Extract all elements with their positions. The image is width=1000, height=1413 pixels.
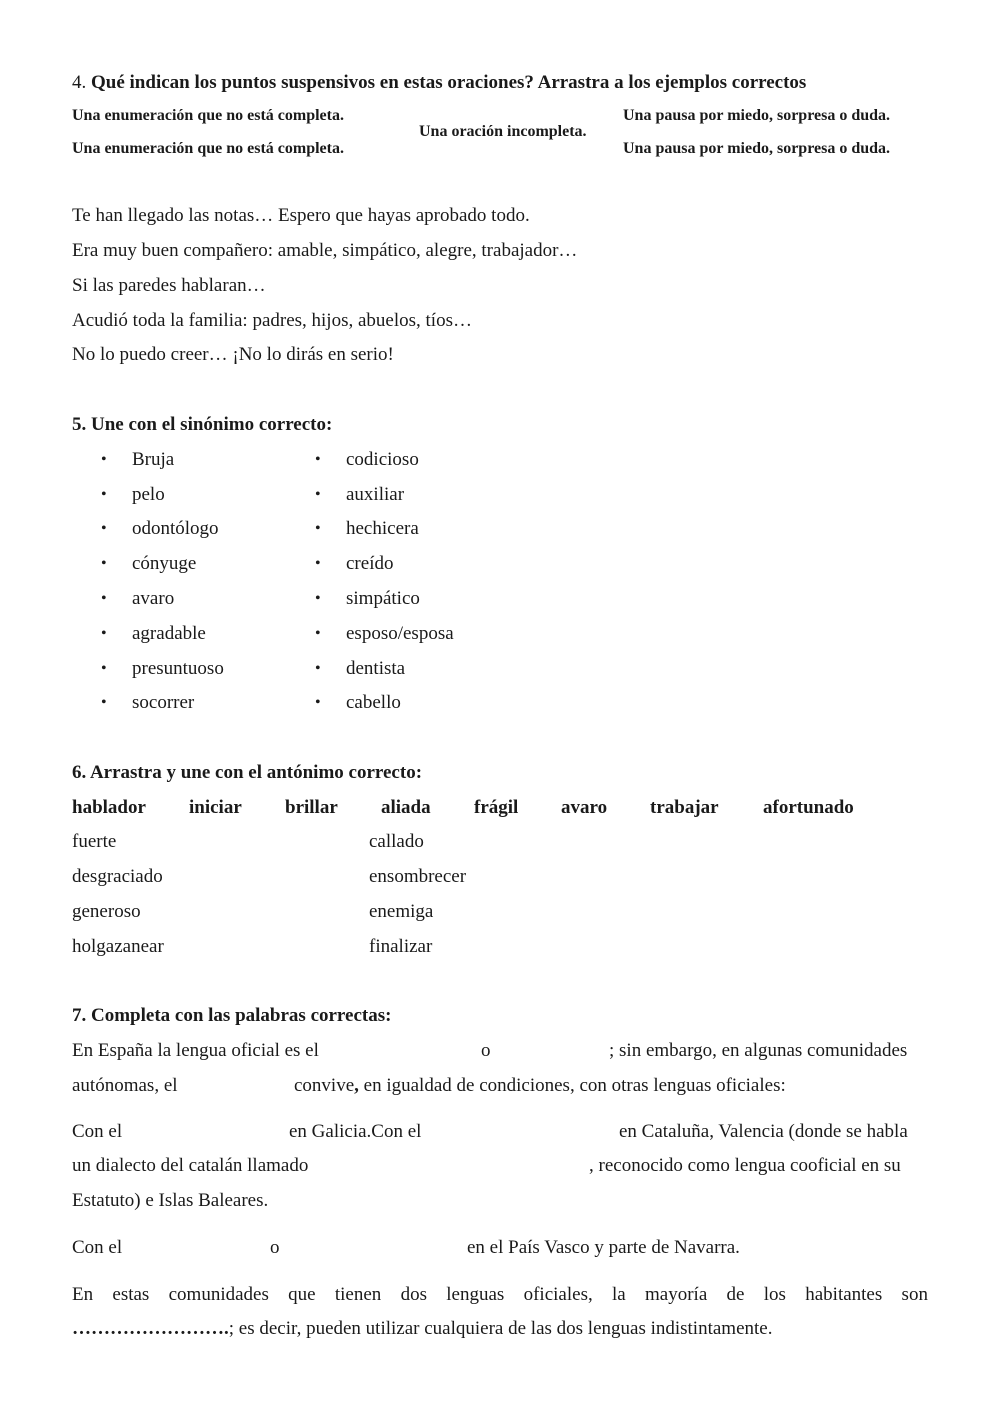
q5-right-item[interactable]: hechicera [346,518,419,539]
word: la [612,1284,626,1305]
bullet: • [101,486,107,503]
q7-paragraph-4-line-1 [72,1284,928,1306]
q5-left-item[interactable]: cónyuge [132,553,197,574]
q7-text: , reconocido como lengua cooficial en su [589,1155,901,1176]
q5-title: 5. Une con el sinónimo correcto: [72,414,333,435]
word: oficiales, [523,1284,593,1305]
bullet: • [101,660,107,677]
q6-word[interactable]: brillar [285,797,338,818]
q7-text: o [270,1237,280,1258]
word: de [726,1284,745,1305]
q7-text: ; sin embargo, en algunas comunidades [609,1040,908,1061]
bullet: • [315,486,321,503]
q7-text: autónomas, el [72,1075,178,1096]
q6-word[interactable]: afortunado [763,797,854,818]
q4-number: 4. [72,72,87,93]
q7-text: en Galicia.Con el [289,1121,422,1142]
q6-title: 6. Arrastra y une con el antónimo correcto: [72,762,423,783]
q5-left-item[interactable]: odontólogo [132,518,219,539]
q4-title: Qué indican los puntos suspensivos en estas oraciones? Arrastra a los ejemplos correctos [91,72,807,93]
q5-left-item[interactable]: agradable [132,623,206,644]
word: son [901,1284,928,1305]
q5-right-item[interactable]: creído [346,553,394,574]
q4-sentence-3: Si las paredes hablaran… [72,275,266,296]
q7-text: un dialecto del catalán llamado [72,1155,309,1176]
q6-word[interactable]: avaro [561,797,608,818]
bullet: • [101,520,107,537]
q4-option-pausa-1[interactable]: Una pausa por miedo, sorpresa o duda. [623,107,891,124]
q6-left-item: desgraciado [72,866,163,887]
q4-sentence-1: Te han llegado las notas… Espero que hayas aprobado todo. [72,205,530,226]
bullet: • [101,451,107,468]
q6-left-item: holgazanear [72,936,164,957]
q6-word[interactable]: trabajar [650,797,719,818]
word: mayoría [645,1284,708,1305]
bullet: • [315,660,321,677]
q7-text: Con el [72,1121,123,1142]
bullet: • [101,590,107,607]
word: comunidades [168,1284,269,1305]
q5-right-item[interactable]: auxiliar [346,484,405,505]
word: tienen [334,1284,382,1305]
q6-word[interactable]: iniciar [189,797,242,818]
q7-text: en el País Vasco y parte de Navarra. [467,1237,740,1258]
q6-left-item: fuerte [72,831,117,852]
q5-left-item[interactable]: socorrer [132,692,195,713]
bullet: • [101,625,107,642]
q5-right-item[interactable]: cabello [346,692,401,713]
word: estas [112,1284,150,1305]
q6-word[interactable]: aliada [381,797,431,818]
q4-sentence-4: Acudió toda la familia: padres, hijos, abuelos, tíos… [72,310,472,331]
q5-left-item[interactable]: Bruja [132,449,175,470]
word: que [288,1284,316,1305]
q6-right-item: enemiga [369,901,434,922]
q7-text: o [481,1040,491,1061]
q7-text: En España la lengua oficial es el [72,1040,319,1061]
q4-option-enumeracion-1[interactable]: Una enumeración que no está completa. [72,107,344,124]
bullet: • [101,555,107,572]
word: habitantes [805,1284,883,1305]
q6-word[interactable]: frágil [474,797,519,818]
word: los [763,1284,786,1305]
q6-right-item: finalizar [369,936,433,957]
q5-left-item[interactable]: avaro [132,588,175,609]
q7-paragraph-4-line-2 [72,1318,772,1340]
q4-option-enumeracion-2[interactable]: Una enumeración que no está completa. [72,140,344,157]
q7-comma: , [354,1075,359,1096]
bullet: • [315,520,321,537]
q6-right-item: callado [369,831,424,852]
q6-word[interactable]: hablador [72,797,146,818]
q4-sentence-2: Era muy buen compañero: amable, simpático, alegre, trabajador… [72,240,578,261]
q6-left-item: generoso [72,901,141,922]
q5-right-item[interactable]: simpático [346,588,420,609]
bullet: • [315,694,321,711]
q7-text-rest: en igualdad de condiciones, con otras lenguas oficiales: [363,1075,786,1096]
bullet: • [315,451,321,468]
q7-text-rest: ; es decir, pueden utilizar cualquiera de las dos lenguas indistintamente. [228,1318,773,1339]
q6-right-item: ensombrecer [369,866,467,887]
q4-heading [72,72,806,94]
bullet: • [315,625,321,642]
bullet: • [101,694,107,711]
bullet: • [315,590,321,607]
q7-text-convive: convive [294,1075,355,1096]
q4-option-pausa-2[interactable]: Una pausa por miedo, sorpresa o duda. [623,140,891,157]
q7-text: Estatuto) e Islas Baleares. [72,1190,269,1211]
word: En [72,1284,94,1305]
q5-left-item[interactable]: presuntuoso [132,658,224,679]
q7-text: Con el [72,1237,123,1258]
word: dos [400,1284,427,1305]
q5-right-item[interactable]: dentista [346,658,406,679]
q7-blank-dots: ……………………. [72,1318,229,1339]
q5-left-item[interactable]: pelo [132,484,165,505]
bullet: • [315,555,321,572]
word: lenguas [446,1284,505,1305]
q4-sentence-5: No lo puedo creer… ¡No lo dirás en serio! [72,344,394,365]
q7-text [294,1075,786,1097]
q7-text: en Cataluña, Valencia (donde se habla [619,1121,908,1142]
q5-right-item[interactable]: esposo/esposa [346,623,454,644]
q7-title: 7. Completa con las palabras correctas: [72,1005,392,1026]
q5-right-item[interactable]: codicioso [346,449,419,470]
q4-option-oracion-incompleta[interactable]: Una oración incompleta. [419,123,587,140]
